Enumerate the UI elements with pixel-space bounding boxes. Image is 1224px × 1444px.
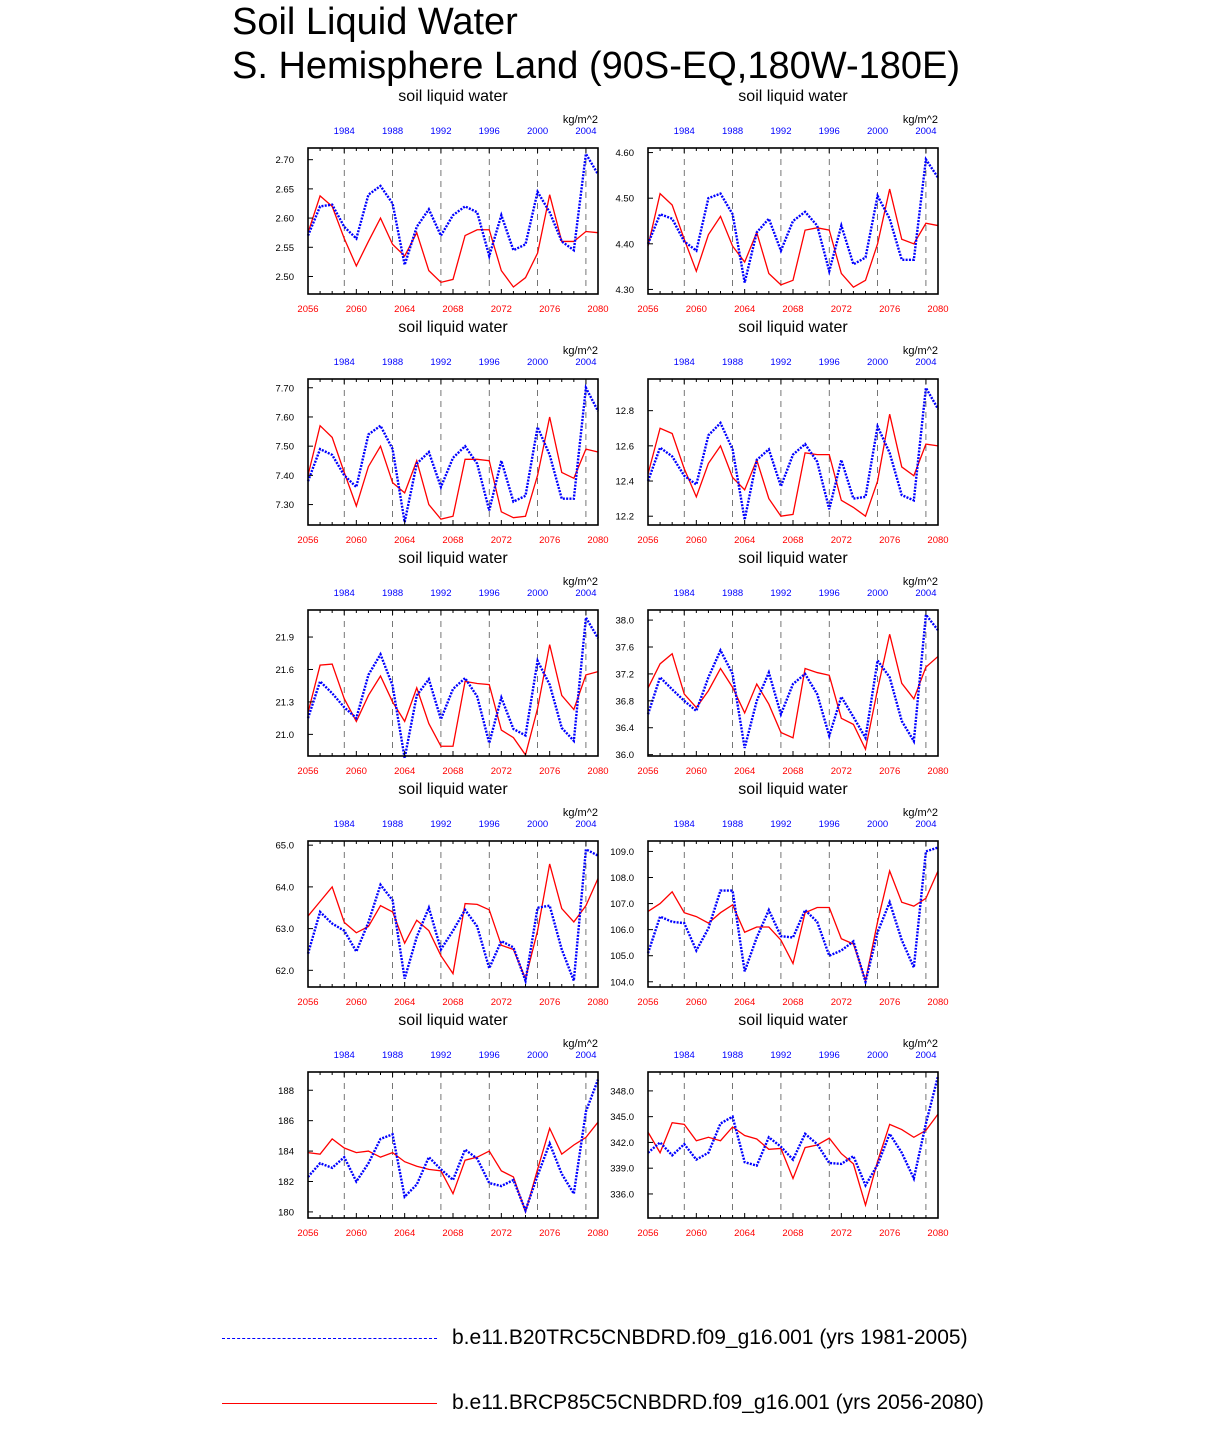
y-tick-label: 7.50 [275,441,294,453]
x-top-tick-label: 2004 [915,819,937,830]
units-label: kg/m^2 [902,807,938,819]
panel-title: soil liquid water [398,781,508,798]
units-label: kg/m^2 [902,576,938,588]
x-top-tick-label: 1988 [382,126,404,137]
x-bottom-tick-label: 2056 [297,535,319,546]
x-bottom-tick-label: 2076 [539,535,561,546]
x-top-tick-label: 1984 [673,126,695,137]
y-tick-label: 38.0 [615,615,634,627]
x-bottom-tick-label: 2068 [442,1228,464,1239]
x-bottom-tick-label: 2064 [734,997,756,1008]
x-bottom-tick-label: 2080 [927,997,949,1008]
x-top-tick-label: 1996 [478,1050,500,1061]
x-bottom-tick-label: 2068 [442,766,464,777]
y-tick-label: 21.0 [275,729,294,741]
x-top-tick-label: 1996 [478,357,500,368]
legend-swatch-historical [222,1338,437,1339]
series-line-historical [648,1076,938,1185]
chart-panel-4 [616,319,949,546]
x-top-tick-label: 2000 [867,819,889,830]
series-line-historical [308,618,598,759]
x-bottom-tick-label: 2080 [587,1228,609,1239]
x-bottom-tick-label: 2080 [927,766,949,777]
x-top-tick-label: 1988 [722,588,744,599]
x-top-tick-label: 2000 [527,357,549,368]
x-bottom-tick-label: 2072 [490,1228,512,1239]
x-top-tick-label: 2004 [915,588,937,599]
y-tick-label: 37.2 [615,669,634,681]
x-top-tick-label: 1984 [673,1050,695,1061]
x-top-tick-label: 1996 [818,588,840,599]
x-bottom-tick-label: 2060 [345,1228,367,1239]
y-tick-label: 2.65 [275,184,294,196]
x-bottom-tick-label: 2068 [782,997,804,1008]
x-bottom-tick-label: 2064 [734,304,756,315]
y-tick-label: 36.8 [615,696,634,708]
x-top-tick-label: 1992 [430,819,452,830]
legend-swatch-future [222,1403,437,1404]
series-line-future [308,195,598,287]
y-tick-label: 186 [278,1116,294,1128]
y-tick-label: 36.4 [615,723,634,735]
x-bottom-tick-label: 2068 [782,535,804,546]
x-bottom-tick-label: 2056 [297,997,319,1008]
x-top-tick-label: 2004 [915,1050,937,1061]
chart-panel-9 [278,1012,608,1239]
x-top-tick-label: 1984 [333,588,355,599]
units-label: kg/m^2 [562,576,598,588]
x-bottom-tick-label: 2072 [830,535,852,546]
x-bottom-tick-label: 2076 [539,766,561,777]
series-line-historical [308,154,598,265]
x-top-tick-label: 1996 [478,588,500,599]
x-top-tick-label: 1992 [770,126,792,137]
y-tick-label: 4.60 [615,148,634,160]
x-bottom-tick-label: 2060 [345,997,367,1008]
series-line-historical [308,849,598,980]
x-bottom-tick-label: 2072 [490,304,512,315]
x-top-tick-label: 1996 [818,126,840,137]
x-bottom-tick-label: 2068 [782,766,804,777]
x-top-tick-label: 2000 [527,126,549,137]
x-bottom-tick-label: 2064 [734,766,756,777]
x-top-tick-label: 1988 [722,357,744,368]
y-tick-label: 7.60 [275,412,294,424]
units-label: kg/m^2 [562,114,598,126]
y-tick-label: 63.0 [275,924,294,936]
y-tick-label: 21.6 [275,664,294,676]
x-top-tick-label: 1984 [333,126,355,137]
series-line-future [308,864,598,979]
x-bottom-tick-label: 2068 [782,1228,804,1239]
x-bottom-tick-label: 2056 [637,766,659,777]
x-top-tick-label: 1984 [673,357,695,368]
x-top-tick-label: 2004 [575,588,597,599]
x-top-tick-label: 1992 [770,357,792,368]
x-bottom-tick-label: 2068 [782,304,804,315]
units-label: kg/m^2 [902,114,938,126]
x-top-tick-label: 2000 [867,126,889,137]
series-line-future [308,1122,598,1212]
x-bottom-tick-label: 2064 [394,766,416,777]
series-line-historical [648,159,938,282]
chart-panel-10 [610,1012,948,1239]
y-tick-label: 339.0 [610,1163,634,1175]
series-line-historical [308,388,598,522]
y-tick-label: 21.3 [275,697,294,709]
x-bottom-tick-label: 2076 [539,997,561,1008]
chart-panel-2 [616,88,949,315]
x-top-tick-label: 1996 [478,126,500,137]
x-bottom-tick-label: 2076 [879,304,901,315]
y-tick-label: 7.30 [275,500,294,512]
y-tick-label: 12.4 [615,476,634,488]
x-top-tick-label: 1992 [430,1050,452,1061]
series-line-historical [648,388,938,520]
x-bottom-tick-label: 2076 [879,766,901,777]
x-bottom-tick-label: 2076 [879,535,901,546]
units-label: kg/m^2 [562,1038,598,1050]
legend-item-historical [0,1324,1224,1354]
units-label: kg/m^2 [562,345,598,357]
legend-item-future [0,1389,1224,1419]
chart-panel-8 [610,781,948,1008]
chart-panel-3 [276,319,609,546]
x-bottom-tick-label: 2068 [442,997,464,1008]
x-top-tick-label: 1992 [430,357,452,368]
figure-title-line-1: Soil Liquid Water [232,1,518,43]
y-tick-label: 336.0 [610,1189,634,1201]
y-tick-label: 21.9 [275,632,294,644]
y-tick-label: 37.6 [615,642,634,654]
y-tick-label: 108.0 [610,873,634,884]
plot-frame [308,379,598,525]
x-bottom-tick-label: 2056 [297,766,319,777]
x-top-tick-label: 1992 [770,819,792,830]
x-top-tick-label: 2000 [527,588,549,599]
x-bottom-tick-label: 2056 [637,535,659,546]
y-tick-label: 2.60 [275,213,294,225]
x-bottom-tick-label: 2064 [394,535,416,546]
y-tick-label: 348.0 [610,1086,634,1098]
x-bottom-tick-label: 2072 [830,997,852,1008]
chart-panel-1 [276,88,609,315]
x-bottom-tick-label: 2076 [879,997,901,1008]
x-top-tick-label: 1984 [673,819,695,830]
x-top-tick-label: 1988 [382,1050,404,1061]
x-top-tick-label: 1996 [818,1050,840,1061]
x-top-tick-label: 2004 [915,357,937,368]
y-tick-label: 188 [278,1085,294,1097]
x-top-tick-label: 1988 [722,819,744,830]
panel-title: soil liquid water [398,88,508,105]
x-top-tick-label: 1992 [430,588,452,599]
x-top-tick-label: 1992 [770,588,792,599]
y-tick-label: 4.30 [615,284,634,296]
x-bottom-tick-label: 2076 [879,1228,901,1239]
y-tick-label: 109.0 [610,846,634,858]
x-top-tick-label: 1988 [382,357,404,368]
x-bottom-tick-label: 2080 [587,535,609,546]
x-bottom-tick-label: 2060 [685,304,707,315]
legend-label-historical: b.e11.B20TRC5CNBDRD.f09_g16.001 (yrs 1981-2005) [452,1326,968,1349]
x-top-tick-label: 1984 [333,819,355,830]
x-bottom-tick-label: 2056 [637,1228,659,1239]
panel-title: soil liquid water [398,550,508,567]
y-tick-label: 62.0 [275,965,294,977]
y-tick-label: 184 [278,1146,294,1158]
chart-panel-7 [276,781,609,1008]
x-bottom-tick-label: 2080 [927,304,949,315]
y-tick-label: 65.0 [275,840,294,852]
x-top-tick-label: 2004 [575,819,597,830]
panel-title: soil liquid water [738,550,848,567]
x-bottom-tick-label: 2072 [490,997,512,1008]
x-top-tick-label: 2004 [575,357,597,368]
x-bottom-tick-label: 2080 [927,535,949,546]
plot-frame [308,610,598,756]
x-top-tick-label: 1988 [382,588,404,599]
x-top-tick-label: 1988 [722,1050,744,1061]
x-top-tick-label: 1992 [770,1050,792,1061]
series-line-future [648,414,938,516]
panel-title: soil liquid water [398,319,508,336]
x-top-tick-label: 2004 [575,1050,597,1061]
x-top-tick-label: 2000 [867,1050,889,1061]
series-line-historical [308,1080,598,1211]
figure-title-line-2: S. Hemisphere Land (90S-EQ,180W-180E) [232,45,960,87]
x-top-tick-label: 1996 [478,819,500,830]
y-tick-label: 7.40 [275,470,294,482]
y-tick-label: 342.0 [610,1137,634,1149]
y-tick-label: 12.6 [615,441,634,453]
series-line-future [648,189,938,287]
x-bottom-tick-label: 2068 [442,535,464,546]
x-bottom-tick-label: 2072 [830,304,852,315]
x-bottom-tick-label: 2076 [539,1228,561,1239]
series-line-historical [648,615,938,748]
x-top-tick-label: 2004 [575,126,597,137]
plot-frame [308,1072,598,1218]
x-bottom-tick-label: 2064 [394,997,416,1008]
x-bottom-tick-label: 2064 [394,1228,416,1239]
x-bottom-tick-label: 2056 [637,304,659,315]
y-tick-label: 107.0 [610,899,634,911]
x-bottom-tick-label: 2056 [297,304,319,315]
x-top-tick-label: 1984 [333,1050,355,1061]
plot-frame [648,1072,938,1218]
x-bottom-tick-label: 2080 [927,1228,949,1239]
x-top-tick-label: 1984 [333,357,355,368]
y-tick-label: 2.50 [275,271,294,283]
x-bottom-tick-label: 2060 [685,1228,707,1239]
y-tick-label: 12.2 [615,511,634,523]
plot-frame [648,379,938,525]
y-tick-label: 104.0 [610,977,634,989]
x-bottom-tick-label: 2064 [734,535,756,546]
units-label: kg/m^2 [902,345,938,357]
x-bottom-tick-label: 2056 [637,997,659,1008]
y-tick-label: 12.8 [615,406,634,418]
y-tick-label: 4.50 [615,193,634,205]
x-bottom-tick-label: 2080 [587,304,609,315]
x-top-tick-label: 1996 [818,357,840,368]
x-bottom-tick-label: 2080 [587,766,609,777]
y-tick-label: 105.0 [610,951,634,963]
y-tick-label: 4.40 [615,239,634,251]
chart-panel-5 [276,550,609,777]
y-tick-label: 2.70 [275,155,294,167]
x-top-tick-label: 1988 [382,819,404,830]
x-bottom-tick-label: 2060 [685,997,707,1008]
legend-label-future: b.e11.BRCP85C5CNBDRD.f09_g16.001 (yrs 2056-2080) [452,1391,984,1414]
x-bottom-tick-label: 2068 [442,304,464,315]
x-bottom-tick-label: 2060 [345,535,367,546]
x-top-tick-label: 2000 [867,357,889,368]
series-line-future [648,634,938,749]
x-top-tick-label: 1992 [430,126,452,137]
y-tick-label: 7.70 [275,383,294,395]
x-top-tick-label: 2000 [867,588,889,599]
x-bottom-tick-label: 2060 [345,304,367,315]
y-tick-label: 345.0 [610,1112,634,1124]
x-bottom-tick-label: 2072 [830,1228,852,1239]
panel-title: soil liquid water [398,1012,508,1029]
y-tick-label: 182 [278,1177,294,1188]
y-tick-label: 106.0 [610,925,634,937]
panel-title: soil liquid water [738,1012,848,1029]
x-top-tick-label: 1988 [722,126,744,137]
panel-title: soil liquid water [738,88,848,105]
x-bottom-tick-label: 2080 [587,997,609,1008]
units-label: kg/m^2 [902,1038,938,1050]
x-bottom-tick-label: 2076 [539,304,561,315]
x-bottom-tick-label: 2072 [490,535,512,546]
x-top-tick-label: 2000 [527,819,549,830]
y-tick-label: 180 [278,1207,294,1219]
x-bottom-tick-label: 2072 [830,766,852,777]
x-top-tick-label: 2000 [527,1050,549,1061]
x-top-tick-label: 1984 [673,588,695,599]
x-bottom-tick-label: 2056 [297,1228,319,1239]
x-bottom-tick-label: 2060 [345,766,367,777]
y-tick-label: 2.55 [275,242,294,254]
x-bottom-tick-label: 2064 [734,1228,756,1239]
chart-panel-6 [616,550,949,777]
units-label: kg/m^2 [562,807,598,819]
x-bottom-tick-label: 2060 [685,535,707,546]
plot-frame [648,148,938,294]
plot-frame [308,841,598,987]
panel-title: soil liquid water [738,319,848,336]
x-top-tick-label: 1996 [818,819,840,830]
panel-title: soil liquid water [738,781,848,798]
series-line-future [648,871,938,981]
x-bottom-tick-label: 2072 [490,766,512,777]
y-tick-label: 36.0 [615,750,634,762]
x-bottom-tick-label: 2060 [685,766,707,777]
y-tick-label: 64.0 [275,882,294,894]
x-top-tick-label: 2004 [915,126,937,137]
x-bottom-tick-label: 2064 [394,304,416,315]
